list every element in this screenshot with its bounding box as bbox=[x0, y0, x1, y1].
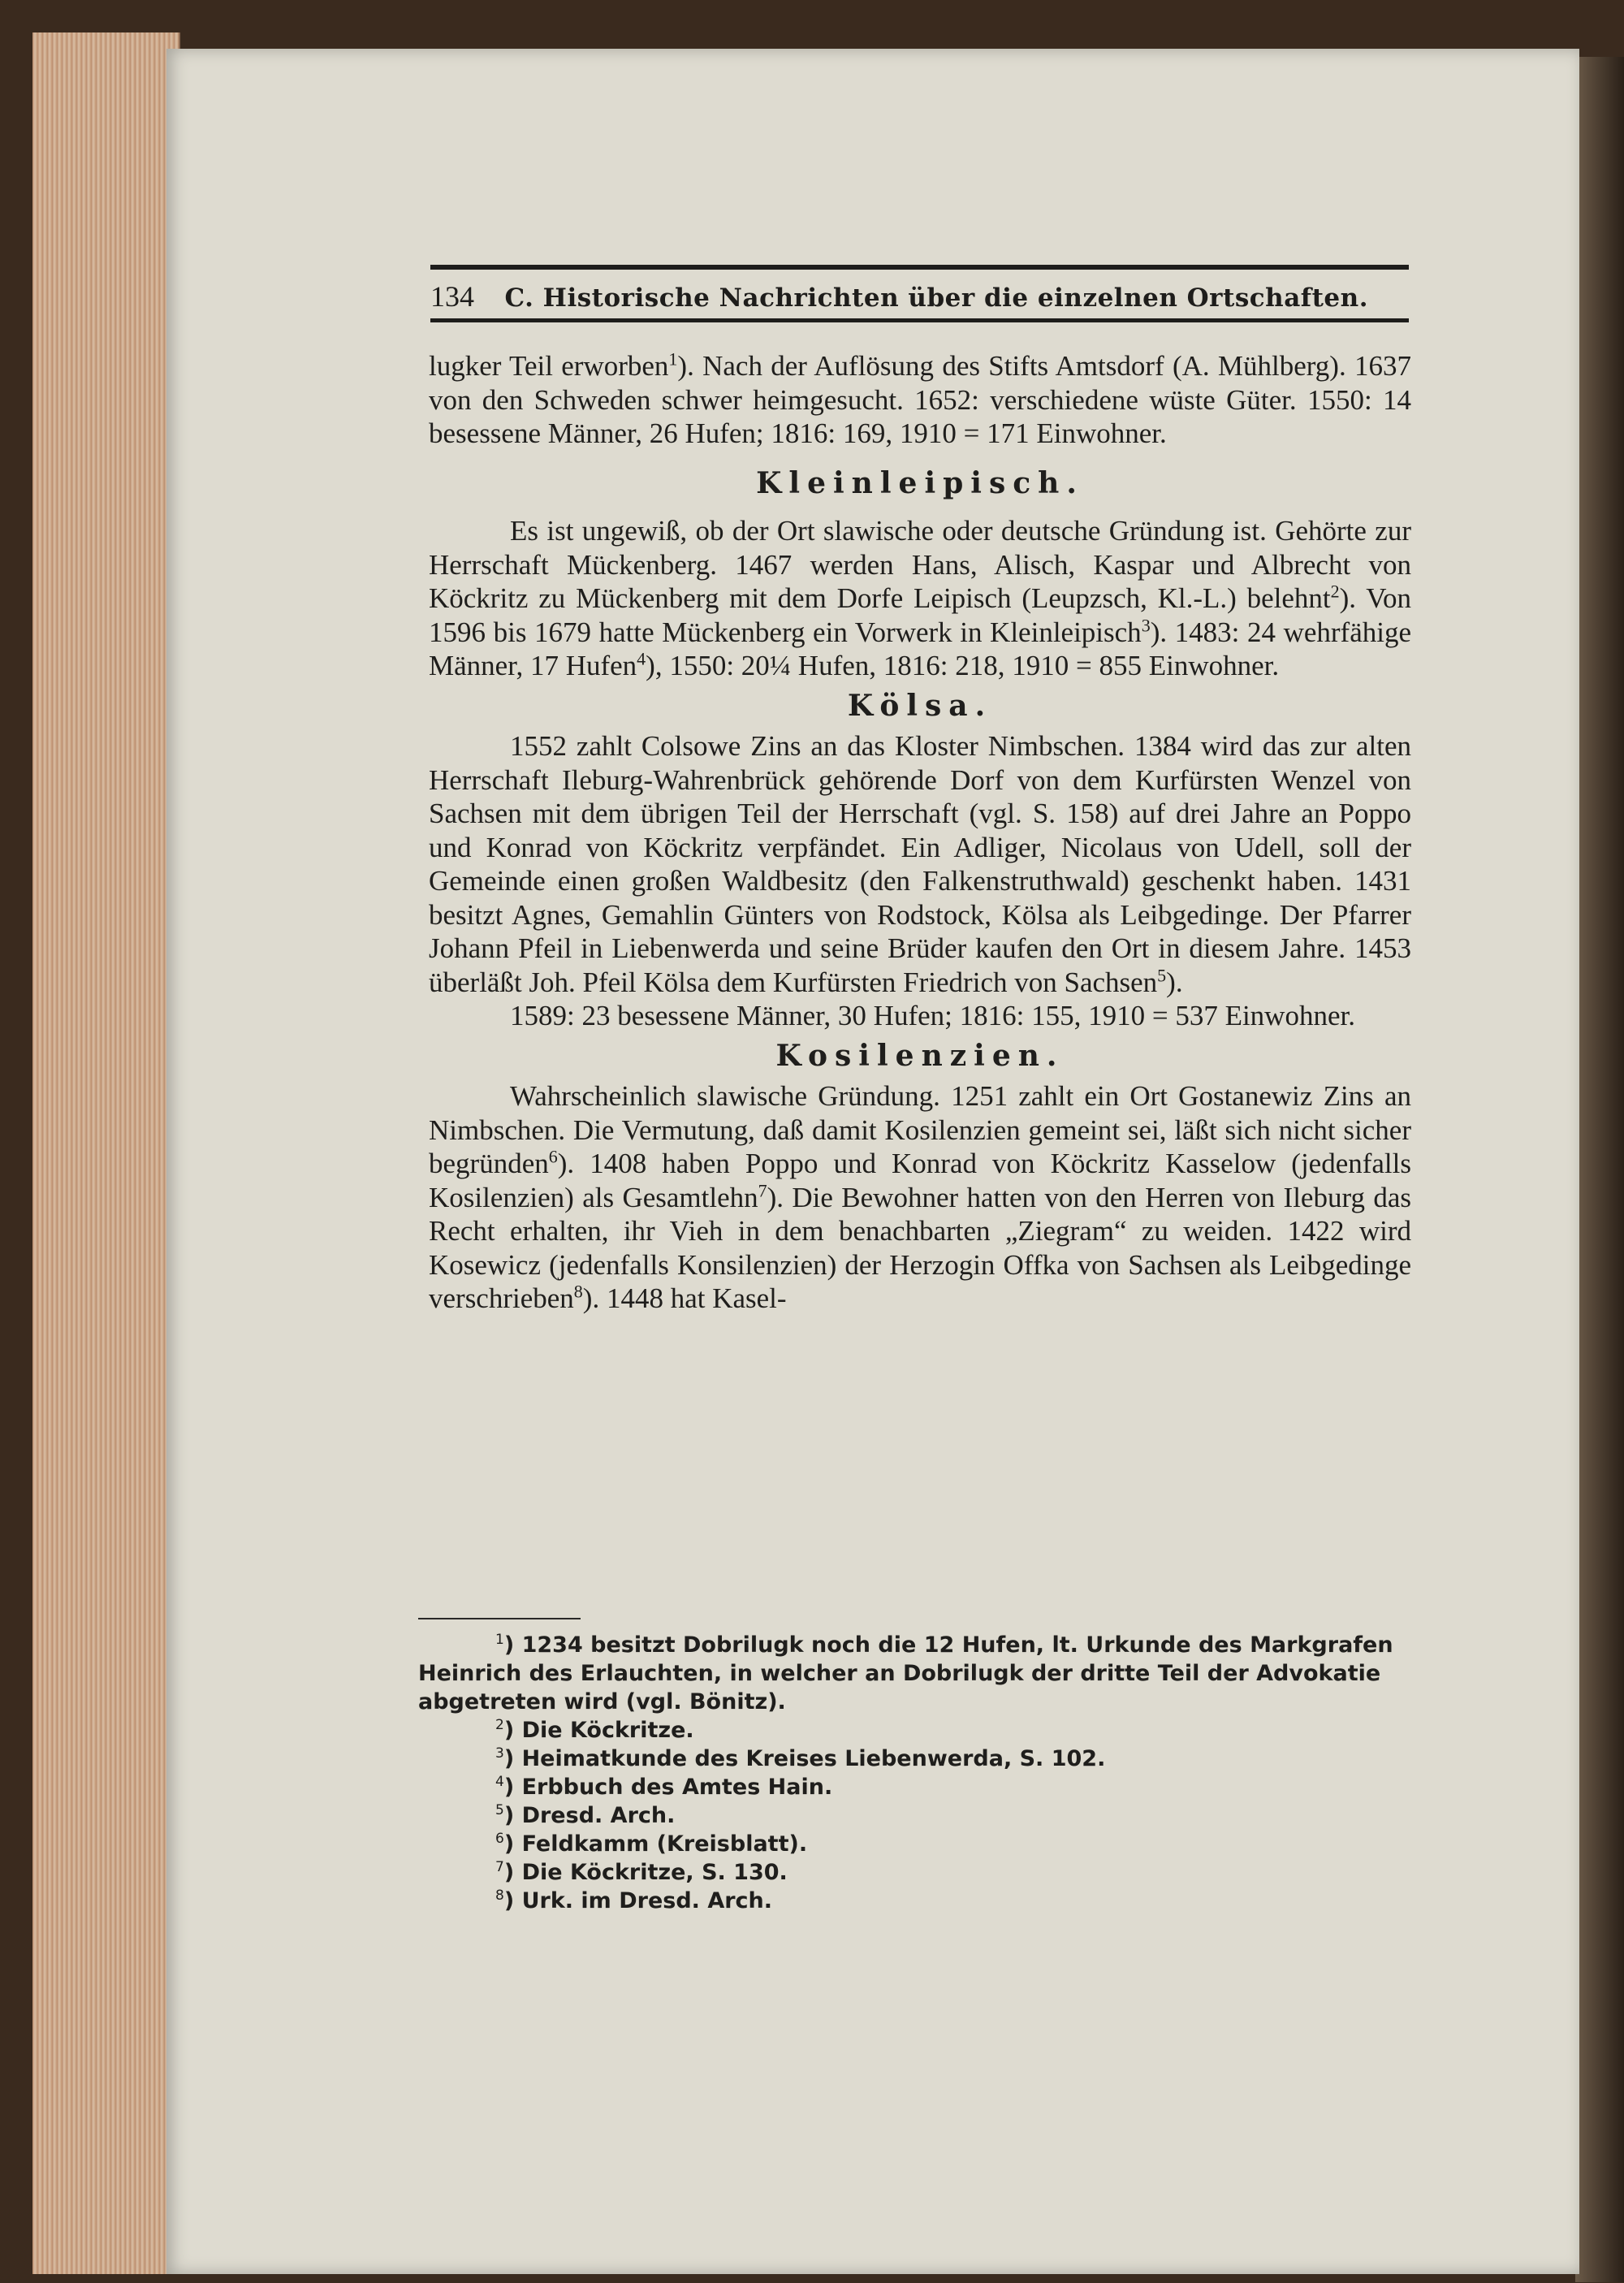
header-title: C. Historische Nachrichten über die einzelnen Ortschaften. bbox=[504, 283, 1368, 313]
text-span: ). 1448 hat Kasel- bbox=[582, 1282, 787, 1314]
footnote-number: 5 bbox=[495, 1802, 504, 1818]
running-header bbox=[430, 265, 1409, 322]
footnote-text: Erbbuch des Amtes Hain. bbox=[521, 1775, 833, 1800]
section-heading-koelsa: Kölsa. bbox=[847, 688, 993, 723]
footnote-ref: 4 bbox=[637, 648, 646, 669]
book-cover-edge bbox=[1575, 57, 1624, 2282]
footnote-text: Heimatkunde des Kreises Liebenwerda, S. 102. bbox=[521, 1746, 1106, 1771]
text-span: ). Von 1596 bis 1679 hatte Mückenberg ein Vorwerk in Kleinleipisch bbox=[429, 582, 1411, 648]
footnote-rule bbox=[418, 1618, 581, 1619]
footnote-text: 1234 besitzt Dobrilugk noch die 12 Hufen, lt. Urkunde des Markgrafen Heinrich des Erlauchten, in welcher an Dobrilugk der dritte Teil der Advokatie abgetreten wird (vgl. Bönitz). bbox=[418, 1632, 1393, 1714]
text-span: 1552 zahlt Colsowe Zins an das Kloster Nimbschen. 1384 wird das zur alten Herrschaft Ileburg-Wahrenbrück gehörende Dorf von dem Kurfürsten Wenzel von Sachsen mit dem übrigen Teil der Herrschaft (vgl. S. 158) auf drei Jahre an Poppo und Konrad von Köckritz verpfändet. Ein Adliger, Nicolaus von Udell, soll der Gemeinde einen großen Waldbesitz (den Falkenstruthwald) geschenkt haben. 1431 besitzt Agnes, Gemahlin Günters von Rodstock, Kölsa als Leibgedinge. Der Pfarrer Johann Pfeil in Liebenwerda und seine Brüder kaufen den Ort in diesem Jahre. 1453 überläßt Joh. Pfeil Kölsa dem Kurfürsten Friedrich von Sachsen bbox=[429, 730, 1411, 998]
footnote-text: Die Köckritze, S. 130. bbox=[521, 1860, 788, 1885]
page-body bbox=[429, 349, 1411, 1316]
footnote: $^3$) Heimatkunde des Kreises Liebenwerda, S. 102. bbox=[495, 1745, 1106, 1771]
footnote-ref: 6 bbox=[548, 1146, 558, 1167]
footnote: $^2$) Die Köckritze. bbox=[495, 1717, 694, 1743]
footnote-number: 1 bbox=[495, 1632, 504, 1648]
section-heading-kleinleipisch: Kleinleipisch. bbox=[756, 465, 1084, 500]
footnote: $^8$) Urk. im Dresd. Arch. bbox=[495, 1887, 773, 1913]
text-span: ). 1483: 24 wehrfähige Männer, 17 Hufen bbox=[429, 616, 1411, 681]
text-span: Es ist ungewiß, ob der Ort slawische oder deutsche Gründung ist. Gehörte zur Herrschaft Mückenberg. 1467 werden Hans, Alisch, Kaspar und Albrecht von Köckritz zu Mückenberg mit dem Dorfe Leipisch (Leupzsch, Kl.-L.) belehnt bbox=[429, 515, 1411, 614]
footnote-number: 3 bbox=[495, 1745, 504, 1762]
intro-paragraph bbox=[429, 349, 1411, 451]
footnote: $^6$) Feldkamm (Kreisblatt). bbox=[495, 1831, 808, 1857]
footnote-text: Urk. im Dresd. Arch. bbox=[521, 1888, 773, 1913]
footnote-ref: 5 bbox=[1157, 964, 1167, 985]
text-span: ), 1550: 20¼ Hufen, 1816: 218, 1910 = 855 Einwohner. bbox=[646, 650, 1280, 681]
book-page-edges bbox=[32, 32, 180, 2274]
footnote-text: Dresd. Arch. bbox=[521, 1803, 676, 1828]
footnote-number: 4 bbox=[495, 1774, 504, 1790]
footnote-ref: 8 bbox=[573, 1281, 583, 1302]
footnote-text: Die Köckritze. bbox=[521, 1718, 694, 1743]
footnote-ref: 7 bbox=[758, 1179, 767, 1200]
footnote-ref: 1 bbox=[668, 348, 678, 370]
text-span: ). 1408 haben Poppo und Konrad von Köckritz Kasselow (jedenfalls Kosilenzien) als Gesamtlehn bbox=[429, 1148, 1411, 1213]
section-heading-kosilenzien: Kosilenzien. bbox=[775, 1038, 1065, 1073]
text-span: ). bbox=[1166, 966, 1183, 998]
footnote: $^7$) Die Köckritze, S. 130. bbox=[495, 1859, 788, 1885]
footnote: $^1$) 1234 besitzt Dobrilugk noch die 12 Hufen, lt. Urkunde des Markgrafen Heinrich des Erlauchten, in welcher an Dobrilugk der dritte Teil der Advokatie abgetreten wird (vgl. Bönitz). bbox=[418, 1632, 1393, 1714]
paragraph-kleinleipisch bbox=[429, 514, 1411, 683]
footnote-number: 7 bbox=[495, 1859, 504, 1875]
footnote-ref: 2 bbox=[1330, 581, 1340, 602]
page-number: 134 bbox=[430, 280, 474, 313]
footnote-text: Feldkamm (Kreisblatt). bbox=[521, 1831, 808, 1857]
text-span: ). Die Bewohner hatten von den Herren von Ileburg das Recht erhalten, ihr Vieh in dem benachbarten „Ziegram“ zu weiden. 1422 wird Kosewicz (jedenfalls Konsilenzien) der Herzogin Offka von Sachsen als Leibgedinge verschrieben bbox=[429, 1181, 1411, 1314]
intro-text-a: lugker Teil erworben bbox=[429, 350, 669, 382]
text-span: Wahrscheinlich slawische Gründung. 1251 zahlt ein Ort Gostanewiz Zins an Nimbschen. Die Vermutung, daß damit Kosilenzien gemeint sei, läßt sich nicht sicher begründen bbox=[429, 1080, 1411, 1179]
footnote-number: 8 bbox=[495, 1887, 504, 1904]
footnote: $^5$) Dresd. Arch. bbox=[495, 1802, 676, 1828]
footnote-number: 6 bbox=[495, 1831, 504, 1847]
footnotes bbox=[418, 1631, 1413, 1915]
footnote: $^4$) Erbbuch des Amtes Hain. bbox=[495, 1774, 833, 1800]
paragraph-koelsa bbox=[429, 729, 1411, 999]
paragraph-koelsa-stats: 1589: 23 besessene Männer, 30 Hufen; 1816: 155, 1910 = 537 Einwohner. bbox=[510, 1000, 1355, 1031]
intro-text-b: ). Nach der Auflösung des Stifts Amtsdorf (A. Mühlberg). 1637 von den Schweden schwer heimgesucht. 1652: verschiedene wüste Güter. 1550: 14 besessene Männer, 26 Hufen; 1816: 169, 1910 = 171 Einwohner. bbox=[429, 350, 1411, 449]
footnote-ref: 3 bbox=[1141, 614, 1151, 635]
footnote-number: 2 bbox=[495, 1717, 504, 1733]
paragraph-kosilenzien bbox=[429, 1079, 1411, 1316]
